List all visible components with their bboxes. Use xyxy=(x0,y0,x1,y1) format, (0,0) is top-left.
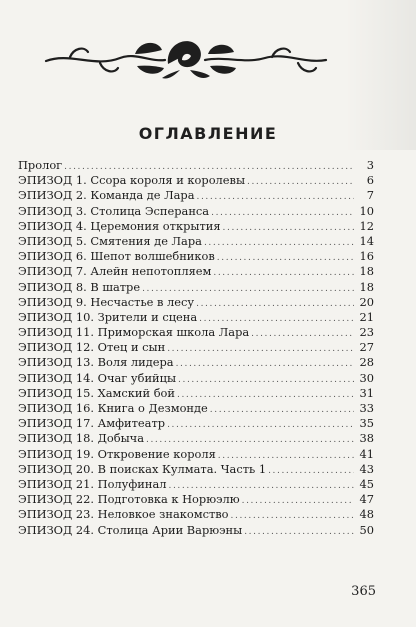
page-title: ОГЛАВЛЕНИЕ xyxy=(138,124,278,143)
toc-entry-label: ЭПИЗОД 11. Приморская школа Лара xyxy=(18,325,250,340)
toc-entry-page: 47 xyxy=(359,492,374,507)
toc-entry xyxy=(18,340,374,355)
toc-entry-label: ЭПИЗОД 13. Воля лидера xyxy=(18,355,174,370)
toc-entry-label: ЭПИЗОД 14. Очаг убийцы xyxy=(18,370,177,385)
toc-entry-label: ЭПИЗОД 1. Ссора короля и королевы xyxy=(18,173,246,188)
toc-entry-label: ЭПИЗОД 2. Команда де Лара xyxy=(18,188,195,203)
toc-leader-dots xyxy=(167,342,354,357)
toc-entry xyxy=(18,219,374,234)
toc-entry-page: 38 xyxy=(359,431,374,446)
toc-entry-label: ЭПИЗОД 21. Полуфинал xyxy=(18,476,167,491)
toc-leader-dots xyxy=(211,206,354,221)
toc-entry xyxy=(18,386,374,401)
toc-leader-dots xyxy=(167,418,354,433)
toc-entry-label: ЭПИЗОД 18. Добыча xyxy=(18,431,144,446)
toc-entry xyxy=(18,188,374,203)
toc-entry xyxy=(18,447,374,462)
toc-entry xyxy=(18,173,374,188)
toc-entry-page: 20 xyxy=(359,294,374,309)
toc-leader-dots xyxy=(223,221,354,236)
toc-entry-page: 43 xyxy=(359,461,374,476)
toc-leader-dots xyxy=(196,190,354,205)
toc-entry-page: 6 xyxy=(366,173,374,188)
toc-entry xyxy=(18,249,374,264)
toc-entry-label: ЭПИЗОД 6. Шепот волшебников xyxy=(18,249,215,264)
toc-leader-dots xyxy=(176,357,354,372)
toc-entry-page: 3 xyxy=(366,158,374,172)
toc-entry-label: ЭПИЗОД 4. Церемония открытия xyxy=(18,218,221,233)
toc-entry xyxy=(18,462,374,477)
toc-entry-page: 33 xyxy=(359,401,374,415)
toc-entry xyxy=(18,492,374,507)
toc-leader-dots xyxy=(196,297,354,312)
toc-leader-dots xyxy=(210,403,354,418)
toc-entry-page: 45 xyxy=(359,476,374,491)
toc-entry-page: 18 xyxy=(359,264,374,279)
toc-entry-label: ЭПИЗОД 8. В шатре xyxy=(18,279,141,294)
toc-entry xyxy=(18,416,374,431)
toc-entry-page: 23 xyxy=(359,325,374,340)
toc-leader-dots xyxy=(247,175,354,190)
toc-entry xyxy=(18,401,374,416)
toc-entry xyxy=(18,507,374,522)
toc-leader-dots xyxy=(217,251,354,266)
toc-entry-label: ЭПИЗОД 23. Неловкое знакомство xyxy=(18,507,229,522)
toc-entry-label: ЭПИЗОД 9. Несчастье в лесу xyxy=(18,294,195,309)
table-of-contents xyxy=(18,158,374,538)
toc-entry xyxy=(18,325,374,340)
toc-entry xyxy=(18,431,374,446)
toc-entry-page: 30 xyxy=(359,370,374,385)
toc-entry xyxy=(18,234,374,249)
toc-entry-page: 31 xyxy=(359,385,374,400)
toc-entry xyxy=(18,371,374,386)
toc-entry-label: ЭПИЗОД 5. Смятения де Лара xyxy=(18,233,202,248)
toc-leader-dots xyxy=(204,236,354,251)
toc-entry xyxy=(18,204,374,219)
toc-entry-page: 7 xyxy=(366,188,374,203)
toc-entry xyxy=(18,355,374,370)
toc-entry xyxy=(18,310,374,325)
toc-leader-dots xyxy=(231,509,354,524)
toc-entry xyxy=(18,523,374,538)
toc-leader-dots xyxy=(242,494,354,509)
toc-entry-page: 35 xyxy=(359,416,374,431)
toc-entry xyxy=(18,264,374,279)
toc-entry-page: 41 xyxy=(359,446,374,461)
toc-entry-label: ЭПИЗОД 22. Подготовка к Норюэлю xyxy=(18,492,240,507)
vine-ornament-icon xyxy=(40,30,330,90)
toc-leader-dots xyxy=(213,266,354,281)
toc-leader-dots xyxy=(251,327,354,342)
toc-entry-page: 10 xyxy=(359,203,374,218)
toc-entry-page: 50 xyxy=(359,522,374,537)
toc-entry-label: ЭПИЗОД 15. Хамский бой xyxy=(18,385,176,400)
toc-entry-label: ЭПИЗОД 24. Столица Арии Варюэны xyxy=(18,522,243,537)
toc-entry xyxy=(18,295,374,310)
toc-entry-label: Пролог xyxy=(18,158,63,172)
toc-leader-dots xyxy=(268,464,354,479)
toc-entry-label: ЭПИЗОД 17. Амфитеатр xyxy=(18,416,166,431)
toc-entry-label: ЭПИЗОД 16. Книга о Дезмонде xyxy=(18,401,208,415)
toc-entry-label: ЭПИЗОД 7. Алейн непотопляем xyxy=(18,264,212,279)
toc-entry-page: 14 xyxy=(359,233,374,248)
toc-entry-page: 12 xyxy=(359,218,374,233)
toc-entry-label: ЭПИЗОД 12. Отец и сын xyxy=(18,340,166,355)
toc-entry-page: 27 xyxy=(359,340,374,355)
toc-entry-page: 18 xyxy=(359,279,374,294)
toc-entry-label: ЭПИЗОД 19. Откровение короля xyxy=(18,446,216,461)
toc-entry xyxy=(18,158,374,173)
page-number: 365 xyxy=(351,584,376,599)
toc-entry-page: 48 xyxy=(359,507,374,522)
toc-entry-page: 16 xyxy=(359,249,374,264)
toc-entry-page: 28 xyxy=(359,355,374,370)
toc-entry xyxy=(18,280,374,295)
toc-entry-label: ЭПИЗОД 10. Зрители и сцена xyxy=(18,309,198,324)
toc-entry-label: ЭПИЗОД 3. Столица Эсперанса xyxy=(18,203,210,218)
toc-leader-dots xyxy=(244,525,354,540)
toc-entry-label: ЭПИЗОД 20. В поисках Кулмата. Часть 1 xyxy=(18,461,267,476)
toc-entry xyxy=(18,477,374,492)
toc-entry-page: 21 xyxy=(359,309,374,324)
toc-leader-dots xyxy=(178,373,354,388)
